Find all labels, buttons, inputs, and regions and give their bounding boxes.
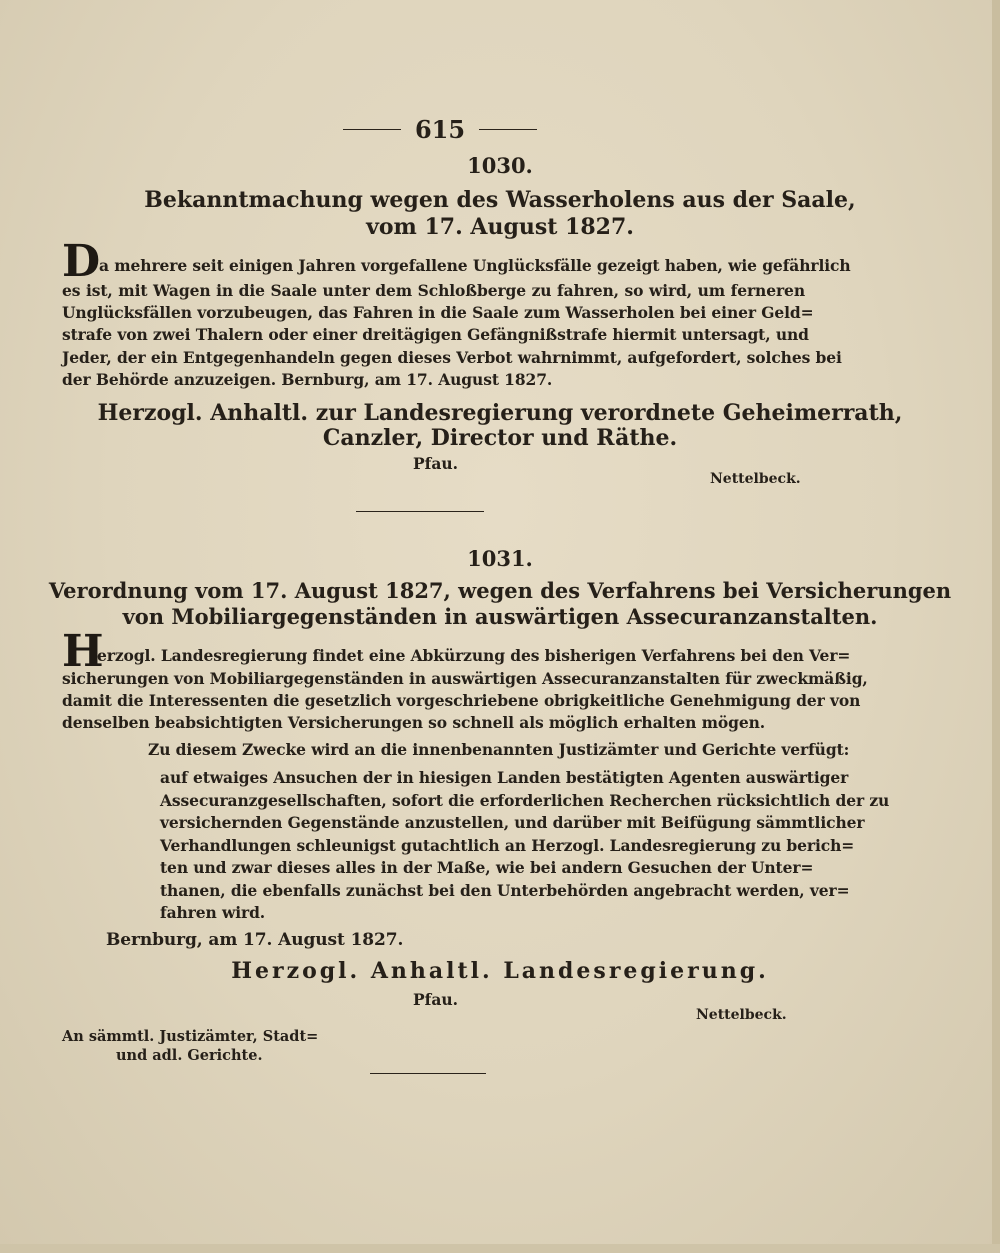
indented-line: versichernden Gegenstände anzustellen, und darüber mit Beifügung sämmtlicher: [160, 813, 865, 832]
dropcap-d: D: [62, 236, 101, 287]
signatory-pfau: Pfau.: [413, 454, 459, 473]
signatory-nettelbeck: Nettelbeck.: [710, 471, 801, 487]
section-title-1031-line1: Verordnung vom 17. August 1827, wegen des Verfahrens bei Versicherungen: [48, 578, 952, 603]
paragraph-2: Zu diesem Zwecke wird an die innenbenannten Justizämter und Gerichte verfügt:: [148, 740, 850, 759]
closing-separator: [370, 1073, 486, 1074]
page-number: 615: [414, 114, 466, 144]
indented-line: auf etwaiges Ansuchen der in hiesigen Landen bestätigten Agenten auswärtiger: [160, 768, 849, 787]
body-line: denselben beabsichtigten Versicherungen so schnell als möglich erhalten mögen.: [62, 713, 766, 732]
body-line: Unglücksfällen vorzubeugen, das Fahren in die Saale zum Wasserholen bei einer Geld=: [62, 303, 814, 322]
header-rule-right: [479, 129, 537, 130]
section-number-1030: 1030.: [467, 153, 533, 178]
section-title-1030-line2: vom 17. August 1827.: [366, 214, 634, 240]
section-number-1031: 1031.: [467, 546, 533, 571]
body-line: Jeder, der ein Entgegenhandeln gegen dieses Verbot wahrnimmt, aufgefordert, solches bei: [62, 348, 842, 367]
section-separator: [356, 511, 484, 512]
indented-line: ten und zwar dieses alles in der Maße, wie bei andern Gesuchen der Unter=: [160, 858, 814, 877]
address-line-1: An sämmtl. Justizämter, Stadt=: [62, 1028, 319, 1045]
signatory-pfau: Pfau.: [413, 990, 459, 1009]
address-line-2: und adl. Gerichte.: [116, 1047, 263, 1064]
body-line: erzogl. Landesregierung findet eine Abkürzung des bisherigen Verfahrens bei den Ver=: [97, 646, 851, 665]
indented-line: thanen, die ebenfalls zunächst bei den Unterbehörden angebracht werden, ver=: [160, 881, 850, 900]
signature-line-2: Canzler, Director und Räthe.: [322, 425, 678, 451]
indented-line: Verhandlungen schleunigst gutachtlich an Herzogl. Landesregierung zu berich=: [160, 836, 855, 855]
body-line: sicherungen von Mobiliargegenständen in auswärtigen Assecuranzanstalten für zweckmäßig,: [62, 669, 868, 688]
body-line: a mehrere seit einigen Jahren vorgefallene Unglücksfälle gezeigt haben, wie gefährlich: [99, 256, 851, 275]
signature-line: Herzogl. Anhaltl. Landesregierung.: [231, 958, 769, 984]
body-line: der Behörde anzuzeigen. Bernburg, am 17. August 1827.: [62, 370, 553, 389]
date-line: Bernburg, am 17. August 1827.: [106, 930, 404, 950]
signature-line-1: Herzogl. Anhaltl. zur Landesregierung verordnete Geheimerrath,: [97, 400, 903, 426]
page-header: [330, 114, 550, 144]
indented-line: fahren wird.: [160, 903, 266, 922]
indented-line: Assecuranzgesellschaften, sofort die erforderlichen Recherchen rücksichtlich der zu: [160, 791, 890, 810]
body-line: damit die Interessenten die gesetzlich vorgeschriebene obrigkeitliche Genehmigung der von: [62, 691, 861, 710]
section-title-1030-line1: Bekanntmachung wegen des Wasserholens aus der Saale,: [144, 187, 856, 213]
signatory-nettelbeck: Nettelbeck.: [696, 1007, 787, 1023]
section-title-1031-line2: von Mobiliargegenständen in auswärtigen Assecuranzanstalten.: [122, 604, 878, 629]
dropcap-h: H: [62, 626, 104, 677]
header-rule-left: [343, 129, 401, 130]
body-line: strafe von zwei Thalern oder einer dreitägigen Gefängnißstrafe hiermit untersagt, und: [62, 325, 809, 344]
body-line: es ist, mit Wagen in die Saale unter dem Schloßberge zu fahren, so wird, um ferneren: [62, 281, 805, 300]
